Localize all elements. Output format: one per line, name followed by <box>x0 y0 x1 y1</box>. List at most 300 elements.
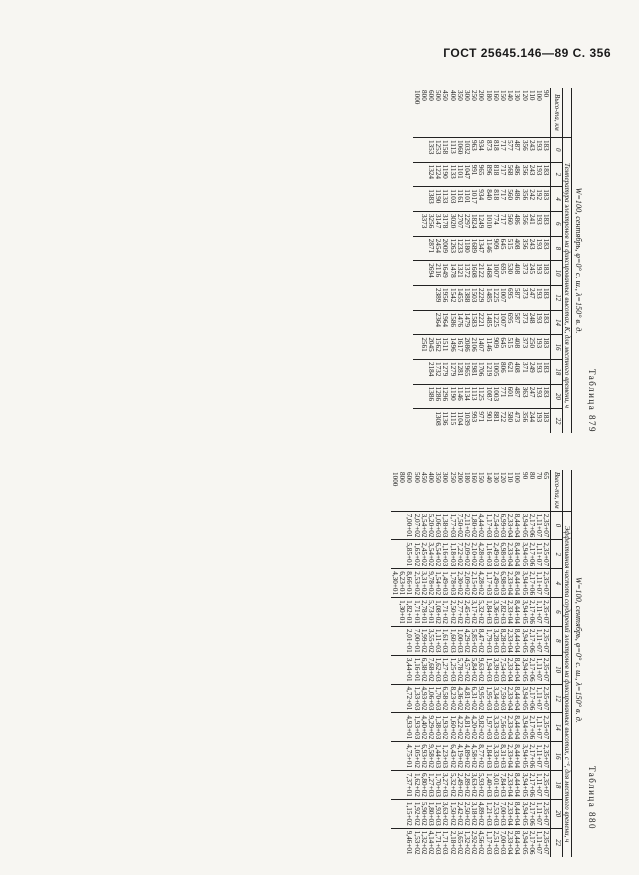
value-cell: 1485 <box>485 310 492 335</box>
value-cell: 3,55+02 <box>427 626 434 655</box>
value-cell: 2,17+06 <box>528 713 535 742</box>
value-cell: 193 <box>535 137 542 162</box>
value-cell: 1010 <box>485 211 492 236</box>
value-cell: 1087 <box>485 384 492 409</box>
value-cell: 2,35+07 <box>543 655 551 684</box>
value-cell: 1263 <box>449 236 456 261</box>
value-cell: 3,39+03 <box>492 655 499 684</box>
value-cell: 7,54+03 <box>499 655 506 684</box>
table-row <box>435 470 442 857</box>
value-cell: 1,70+03 <box>435 684 442 713</box>
value-cell: 1,84+03 <box>485 598 492 627</box>
value-cell: 1180 <box>463 236 470 261</box>
value-cell <box>391 771 398 800</box>
value-cell: 2,77+02 <box>456 598 463 627</box>
height-cell: 300 <box>463 90 472 101</box>
value-cell: 356 <box>521 211 528 236</box>
value-cell: 1,30+01 <box>399 598 406 627</box>
value-cell: 1,79+03 <box>485 626 492 655</box>
value-cell: 717 <box>499 162 506 187</box>
value-cell: 9,46+01 <box>406 828 413 856</box>
value-cell: 2,17+06 <box>528 511 535 540</box>
value-cell: 8,44+04 <box>514 655 521 684</box>
table-row <box>449 88 456 433</box>
table-row <box>463 470 470 857</box>
time-column-header: 10 <box>550 655 562 684</box>
value-cell: 1136 <box>442 409 449 433</box>
value-cell: 1146 <box>456 384 463 409</box>
value-cell: 1,23+03 <box>442 742 449 771</box>
value-cell: 1,00+03 <box>456 626 463 655</box>
value-cell: 6,23+01 <box>399 569 406 598</box>
value-cell: 6,80+02 <box>420 771 427 800</box>
value-cell: 1225 <box>492 285 499 310</box>
value-cell: 645 <box>499 335 506 360</box>
value-cell: 2,45+02 <box>420 540 427 569</box>
table-row <box>413 470 420 857</box>
value-cell: 183 <box>543 384 551 409</box>
value-cell: 1981 <box>471 359 478 384</box>
value-cell: 1003 <box>492 384 499 409</box>
table-880-title: W=100, сентябрь, φ=0° с. ш., λ=150° в. д. <box>574 577 583 723</box>
value-cell: 2,35+07 <box>543 511 551 540</box>
value-cell: 1,49+03 <box>442 569 449 598</box>
table-row <box>499 470 506 857</box>
value-cell: 695 <box>507 285 514 310</box>
value-cell: 8,28+03 <box>499 626 506 655</box>
value-cell: 1146 <box>485 335 492 360</box>
value-cell: 2454 <box>435 236 442 261</box>
value-cell <box>413 236 420 261</box>
table-row <box>485 88 492 433</box>
value-cell: 7,00+03 <box>499 799 506 828</box>
table-row <box>449 470 456 857</box>
value-cell: 408 <box>514 261 521 286</box>
height-cell: 160 <box>491 90 500 101</box>
value-cell: 7,00+01 <box>413 626 420 655</box>
value-cell: 2,92+02 <box>471 828 478 856</box>
value-cell: 5,90+02 <box>420 799 427 828</box>
value-cell: 1,27+03 <box>442 655 449 684</box>
value-cell: 3,94+05 <box>521 655 528 684</box>
value-cell: 2,35+07 <box>543 598 551 627</box>
value-cell: 1,33+03 <box>413 684 420 713</box>
table-880 <box>391 470 572 857</box>
value-cell: 486 <box>514 162 521 187</box>
value-cell: 473 <box>514 409 521 433</box>
value-cell: 1,25+03 <box>449 655 456 684</box>
value-cell: 2,33+04 <box>507 655 514 684</box>
value-cell: 515 <box>507 236 514 261</box>
table-880-name: Таблица 880 <box>587 766 597 830</box>
value-cell: 1104 <box>456 409 463 433</box>
table-row <box>543 88 551 433</box>
table-row <box>521 470 528 857</box>
value-cell: 5,73+01 <box>427 598 434 627</box>
value-cell: 4,28+02 <box>478 569 485 598</box>
height-cell: 150 <box>499 90 508 101</box>
value-cell: 193 <box>535 162 542 187</box>
value-cell: 2364 <box>435 310 442 335</box>
value-cell: 3256 <box>427 211 434 236</box>
value-cell <box>391 511 398 540</box>
value-cell <box>391 742 398 771</box>
value-cell: 3,65+02 <box>456 828 463 856</box>
value-cell: 2106 <box>471 335 478 360</box>
value-cell: 1,93+02 <box>442 713 449 742</box>
value-cell: 193 <box>535 285 542 310</box>
value-cell: 4,58+02 <box>471 742 478 771</box>
value-cell: 1279 <box>449 359 456 384</box>
value-cell: 3,94+05 <box>521 569 528 598</box>
value-cell: 8,44+04 <box>514 713 521 742</box>
value-cell: 1353 <box>427 137 434 162</box>
value-cell: 881 <box>492 409 499 433</box>
value-cell: 3,44+01 <box>406 655 413 684</box>
value-cell: 2,35+07 <box>543 540 551 569</box>
value-cell: 5,93+02 <box>478 771 485 800</box>
value-cell: 8,44+04 <box>514 598 521 627</box>
value-cell: 1,84+03 <box>485 742 492 771</box>
value-cell: 1281 <box>456 359 463 384</box>
value-cell: 1225 <box>492 310 499 335</box>
value-cell: 4,72+01 <box>406 684 413 713</box>
value-cell: 2,18+02 <box>449 828 456 856</box>
value-cell: 2,53+02 <box>413 569 420 598</box>
value-cell: 2871 <box>427 236 434 261</box>
table-row <box>507 88 514 433</box>
value-cell: 1,71+03 <box>435 828 442 856</box>
value-cell: 1101 <box>456 162 463 187</box>
value-cell: 909 <box>492 335 499 360</box>
value-cell: 1,08+02 <box>435 598 442 627</box>
value-cell: 2,49+03 <box>492 540 499 569</box>
time-column-header: 6 <box>550 598 562 627</box>
value-cell: 486 <box>514 211 521 236</box>
value-cell: 3,63+02 <box>442 799 449 828</box>
value-cell: 1,16+03 <box>442 540 449 569</box>
height-cell: 350 <box>455 90 464 101</box>
value-cell: 4,30+01 <box>391 569 398 598</box>
value-cell: 1017 <box>471 187 478 212</box>
table-row <box>420 470 427 857</box>
value-cell: 1007 <box>499 310 506 335</box>
value-cell: 1047 <box>463 162 470 187</box>
height-cell: 130 <box>513 90 522 101</box>
height-cell: 200 <box>455 472 464 483</box>
time-column-header: 4 <box>550 187 562 212</box>
value-cell: 5,85+02 <box>471 626 478 655</box>
value-cell: 2,54+03 <box>492 511 499 540</box>
value-cell: 1,32+02 <box>463 828 470 856</box>
table-880-block <box>391 470 597 855</box>
time-column-header: 20 <box>550 384 562 409</box>
value-cell: 183 <box>543 137 551 162</box>
value-cell: 1,70+03 <box>435 771 442 800</box>
value-cell: 356 <box>521 162 528 187</box>
value-cell: 4,44+02 <box>478 511 485 540</box>
value-cell: 8,44+04 <box>514 742 521 771</box>
value-cell: 245 <box>528 261 535 286</box>
value-cell: 9,78+02 <box>427 569 434 598</box>
value-cell: 1485 <box>485 285 492 310</box>
value-cell: 1496 <box>449 335 456 360</box>
value-cell <box>391 799 398 828</box>
value-cell: 4,81+02 <box>463 713 470 742</box>
value-cell: 1233 <box>456 236 463 261</box>
height-cell: 130 <box>491 472 500 483</box>
value-cell: 2,35+07 <box>543 569 551 598</box>
time-column-header: 12 <box>550 285 562 310</box>
value-cell: 1407 <box>478 335 485 360</box>
value-cell: 8,77+02 <box>478 742 485 771</box>
value-cell: 4,57+02 <box>463 655 470 684</box>
value-cell: 2,35+07 <box>543 742 551 771</box>
value-cell: 371 <box>521 359 528 384</box>
value-cell: 3,27+03 <box>442 771 449 800</box>
table-row <box>521 88 528 433</box>
height-cell: 300 <box>441 472 450 483</box>
value-cell: 2,17+06 <box>528 771 535 800</box>
value-cell: 2,17+06 <box>528 540 535 569</box>
value-cell: 1,11+07 <box>535 655 542 684</box>
value-cell: 183 <box>543 409 551 433</box>
value-cell <box>420 409 427 433</box>
value-cell: 1,17+03 <box>485 828 492 856</box>
value-cell: 183 <box>543 162 551 187</box>
value-cell: 4,29+02 <box>463 626 470 655</box>
value-cell: 1279 <box>442 359 449 384</box>
value-cell: 2707 <box>456 211 463 236</box>
value-cell: 2,09+02 <box>463 569 470 598</box>
height-cell: 200 <box>477 90 486 101</box>
table-row <box>456 470 463 857</box>
height-cell: 1000 <box>391 472 400 487</box>
height-cell: 800 <box>419 90 428 101</box>
value-cell: 934 <box>478 187 485 212</box>
value-cell <box>413 384 420 409</box>
value-cell: 8,47+02 <box>478 626 485 655</box>
value-cell: 3,17+02 <box>471 598 478 627</box>
value-cell: 193 <box>535 236 542 261</box>
value-cell: 774 <box>492 211 499 236</box>
table-row <box>463 88 470 433</box>
value-cell: 695 <box>507 310 514 335</box>
value-cell: 2,51+03 <box>492 828 499 856</box>
value-cell: 2,53+03 <box>492 799 499 828</box>
time-column-header: 8 <box>550 626 562 655</box>
value-cell: 4,40+02 <box>420 713 427 742</box>
value-cell: 4,28+02 <box>478 540 485 569</box>
value-cell: 2,33+04 <box>507 742 514 771</box>
value-cell: 7,84+03 <box>499 771 506 800</box>
table-row <box>456 88 463 433</box>
value-cell: 356 <box>521 236 528 261</box>
value-cell: 1,38+03 <box>435 713 442 742</box>
time-column-header: 4 <box>550 569 562 598</box>
value-cell: 2,33+04 <box>507 684 514 713</box>
value-cell: 717 <box>499 211 506 236</box>
table-row <box>435 88 442 433</box>
value-cell: 1,94+03 <box>485 655 492 684</box>
value-cell: 1617 <box>456 335 463 360</box>
value-cell: 4,89+02 <box>463 742 470 771</box>
value-cell: 3020 <box>449 211 456 236</box>
value-cell: 2086 <box>463 335 470 360</box>
value-cell: 1,16+03 <box>485 540 492 569</box>
value-cell: 1,11+07 <box>535 626 542 655</box>
value-cell: 1383 <box>427 187 434 212</box>
value-cell: 577 <box>507 137 514 162</box>
height-cell: 180 <box>463 472 472 483</box>
value-cell: 1511 <box>442 335 449 360</box>
height-cell: 450 <box>441 90 450 101</box>
value-cell: 242 <box>528 187 535 212</box>
value-cell: 2229 <box>478 285 485 310</box>
value-cell: 515 <box>507 335 514 360</box>
height-cell: 100 <box>513 472 522 483</box>
value-cell: 1965 <box>463 359 470 384</box>
time-column-header: 20 <box>550 799 562 828</box>
value-cell <box>391 655 398 684</box>
value-cell: 193 <box>535 359 542 384</box>
value-cell: 5,84+02 <box>471 655 478 684</box>
value-cell: 8,44+04 <box>514 626 521 655</box>
table-row <box>528 88 535 433</box>
value-cell: 2,89+02 <box>463 771 470 800</box>
height-cell: 800 <box>398 472 407 483</box>
value-cell: 1,71+02 <box>442 598 449 627</box>
value-cell: 1347 <box>478 236 485 261</box>
height-column-header: Высо-та, км <box>550 470 562 511</box>
value-cell: 9,63+02 <box>478 655 485 684</box>
height-cell: 350 <box>434 472 443 483</box>
value-cell: 1,93+03 <box>413 713 420 742</box>
value-cell: 1,11+07 <box>535 799 542 828</box>
value-cell: 1158 <box>442 137 449 162</box>
value-cell: 3,28+03 <box>492 626 499 655</box>
value-cell: 6,43+02 <box>449 742 456 771</box>
value-cell: 1113 <box>471 384 478 409</box>
value-cell: 5,20+02 <box>427 511 434 540</box>
value-cell: 1468 <box>485 261 492 286</box>
table-row <box>471 88 478 433</box>
value-cell: 7,59+03 <box>499 684 506 713</box>
value-cell: 3147 <box>435 211 442 236</box>
value-cell: 2,10+02 <box>471 540 478 569</box>
value-cell: 1113 <box>449 137 456 162</box>
value-cell: 896 <box>485 162 492 187</box>
value-cell: 183 <box>543 187 551 212</box>
height-cell: 120 <box>520 90 529 101</box>
height-cell: 110 <box>527 90 536 101</box>
value-cell: 771 <box>499 384 506 409</box>
value-cell: 963 <box>471 137 478 162</box>
value-cell: 1190 <box>449 384 456 409</box>
value-cell <box>391 713 398 742</box>
value-cell: 408 <box>514 359 521 384</box>
value-cell: 2,15+02 <box>471 569 478 598</box>
value-cell: 1,11+07 <box>535 511 542 540</box>
value-cell: 193 <box>535 335 542 360</box>
value-cell: 2561 <box>420 335 427 360</box>
value-cell: 241 <box>528 211 535 236</box>
value-cell: 193 <box>535 409 542 433</box>
value-cell: 183 <box>543 211 551 236</box>
value-cell: 1286 <box>435 384 442 409</box>
value-cell: 1101 <box>463 187 470 212</box>
value-cell: 7,00+01 <box>406 511 413 540</box>
value-cell: 2,49+02 <box>456 771 463 800</box>
value-cell: 9,58+02 <box>427 742 434 771</box>
value-cell: 408 <box>514 335 521 360</box>
value-cell: 193 <box>535 211 542 236</box>
value-cell: 1,11+07 <box>535 598 542 627</box>
value-cell: 356 <box>521 187 528 212</box>
value-cell: 487 <box>514 137 521 162</box>
value-cell: 6,93+02 <box>420 742 427 771</box>
value-cell: 1,11+07 <box>535 771 542 800</box>
height-cell: 500 <box>434 90 443 101</box>
value-cell: 5,32+02 <box>449 771 456 800</box>
table-879-name: Таблица 879 <box>587 369 597 433</box>
value-cell: 1689 <box>471 236 478 261</box>
value-cell: 2116 <box>435 261 442 286</box>
value-cell: 1,62+03 <box>435 655 442 684</box>
value-cell: 1732 <box>435 359 442 384</box>
value-cell: 4,22+02 <box>456 713 463 742</box>
value-cell: 8,44+04 <box>514 828 521 856</box>
value-cell: 8,44+04 <box>514 771 521 800</box>
value-cell: 1,60+02 <box>449 713 456 742</box>
time-column-header: 2 <box>550 162 562 187</box>
value-cell: 2,33+04 <box>507 626 514 655</box>
value-cell: 2694 <box>427 261 434 286</box>
value-cell: 1,82+01 <box>406 598 413 627</box>
value-cell <box>413 310 420 335</box>
value-cell: 9,95+02 <box>478 684 485 713</box>
value-cell: 4,20+02 <box>471 713 478 742</box>
value-cell: 1,16+01 <box>413 655 420 684</box>
table-879 <box>413 88 572 433</box>
value-cell: 1,61+03 <box>442 626 449 655</box>
value-cell: 363 <box>521 384 528 409</box>
value-cell: 1224 <box>435 162 442 187</box>
value-cell <box>391 540 398 569</box>
value-cell: 2,45+02 <box>463 598 470 627</box>
table-row <box>391 470 398 857</box>
height-column-header: Высо-та, км <box>550 88 562 137</box>
table-row <box>442 470 449 857</box>
value-cell: 7,56+03 <box>499 713 506 742</box>
value-cell: 818 <box>492 137 499 162</box>
value-cell: 1,15+02 <box>406 799 413 828</box>
value-cell: 2,17+06 <box>528 799 535 828</box>
time-column-header: 22 <box>550 409 562 433</box>
table-row <box>471 470 478 857</box>
value-cell: 1,38+03 <box>442 511 449 540</box>
table-row <box>543 470 551 857</box>
value-cell: 695 <box>499 261 506 286</box>
value-cell: 7,00+03 <box>499 828 506 856</box>
value-cell: 2,17+06 <box>528 598 535 627</box>
value-cell: 3,94+05 <box>521 799 528 828</box>
value-cell: 2,33+04 <box>507 598 514 627</box>
value-cell: 5,85+01 <box>406 540 413 569</box>
value-cell: 9,82+02 <box>478 713 485 742</box>
value-cell: 2389 <box>435 285 442 310</box>
value-cell: 1388 <box>463 285 470 310</box>
